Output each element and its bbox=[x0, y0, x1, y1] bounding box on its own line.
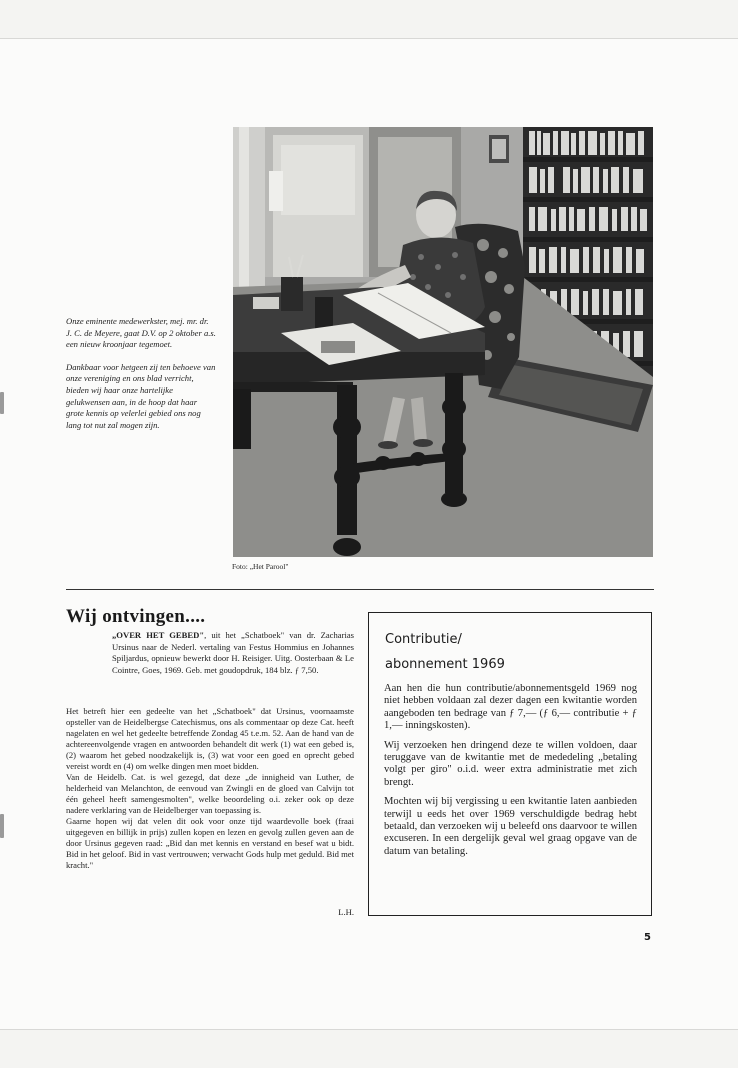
book-reference bbox=[112, 630, 354, 676]
caption-paragraph: Onze eminente medewerkster, mej. mr. dr. J. C. de Meyere, gaat D.V. op 2 oktober a.s. een nieuw kroonjaar tegemoet. bbox=[66, 316, 216, 350]
notice-text bbox=[384, 683, 637, 865]
staple-bottom bbox=[0, 814, 4, 838]
portrait-photo bbox=[233, 127, 653, 557]
caption-paragraph: Dankbaar voor hetgeen zij ten behoeve van onze vereniging en ons blad verricht, bieden wij haar onze hartelijke gelukwensen aan, in de hoop dat haar grote kennis op velerlei gebied ons nog lang tot nut zal mogen zijn. bbox=[66, 361, 216, 430]
page-number: 5 bbox=[644, 932, 651, 943]
review-paragraph: Het betreft hier een gedeelte van het „Schatboek" dat Ursinus, voornaamste opsteller van de Heidelbergse Catechismus, ons als commentaar op deze Cat. heeft nagelaten en wel het gedeelte betreffende Zondag 45 t.e.m. 52. Aan de hand van de achtereenvolgende vragen en antwoorden behandelt dit werk (1) wat een gebed is, (2) waarom het gebed noodzakelijk is, (3) wat voor een goed en oprecht gebed vereist wordt en (4) om welke dingen men moet bidden. bbox=[66, 706, 354, 771]
book-title: „OVER HET GEBED" bbox=[112, 630, 205, 640]
section-divider bbox=[66, 589, 654, 590]
contributie-notice-box bbox=[368, 612, 652, 916]
review-text bbox=[66, 706, 354, 871]
review-paragraph: Gaarne hopen wij dat velen dit ook voor onze tijd waardevolle boek (fraai uitgegeven en billijk in prijs) zullen kopen en lezen en gevolg zullen geven aan de door Ursinus gegeven raad: „Bid dan met kennis en verstand en besef wat u bidt. Bid in het geloof. Bid in vast vertrouwen; verwacht Gods hulp met geduld. Bid met kracht." bbox=[66, 816, 354, 870]
notice-title-line: Contributie/ bbox=[385, 632, 462, 647]
photo-illustration bbox=[233, 127, 653, 557]
book-details: , uit het „Schatboek" van dr. Zacharias Ursinus naar de Nederl. vertaling van Festus Hommius en Johannes Spiljardus, opnieuw bewerkt door H. Reisiger. Uitg. Oosterbaan & Le Cointre, Goes, 1969. Geb. met goudopdruk, 184 blz. ƒ 7,50. bbox=[112, 630, 354, 675]
section-title-wij-ontvingen: Wij ontvingen.... bbox=[66, 606, 206, 627]
photo-caption bbox=[66, 316, 216, 442]
notice-paragraph: Wij verzoeken hen dringend deze te willen voldoen, daar teruggave van de kwitantie met de mededeling „betaling volgt per giro" o.i.d. weer extra administratie met zich brengt. bbox=[384, 739, 637, 788]
staple-top bbox=[0, 392, 4, 414]
review-paragraph: Van de Heidelb. Cat. is wel gezegd, dat deze „de innigheid van Luther, de helderheid van Melanchton, de eenvoud van Zwingli en de gloed van Calvijn tot één geheel heeft samengesmolten", welke beoordeling o.i. zeker ook op deze nadere verklaring van de Heidelberger van toepassing is. bbox=[66, 772, 354, 815]
notice-title-line: abonnement 1969 bbox=[385, 657, 505, 672]
author-initials: L.H. bbox=[338, 907, 354, 917]
notice-paragraph: Mochten wij bij vergissing u een kwitantie laten aanbieden terwijl u eeds het over 1969 verschuldigde bedrag hebt betaald, dan verzoeken wij u beleefd ons daarvoor te willen excuseren. In een dergelijk geval wel graag opgave van de datum van betaling. bbox=[384, 796, 637, 857]
photo-credit: Foto: „Het Parool" bbox=[232, 562, 289, 571]
notice-title bbox=[385, 627, 505, 677]
notice-paragraph: Aan hen die hun contributie/abonnementsgeld 1969 nog niet hebben voldaan zal dezer dagen een kwitantie worden aangeboden ten bedrage van ƒ 7,— (ƒ 6,— contributie + ƒ 1,— inningskosten). bbox=[384, 683, 637, 732]
